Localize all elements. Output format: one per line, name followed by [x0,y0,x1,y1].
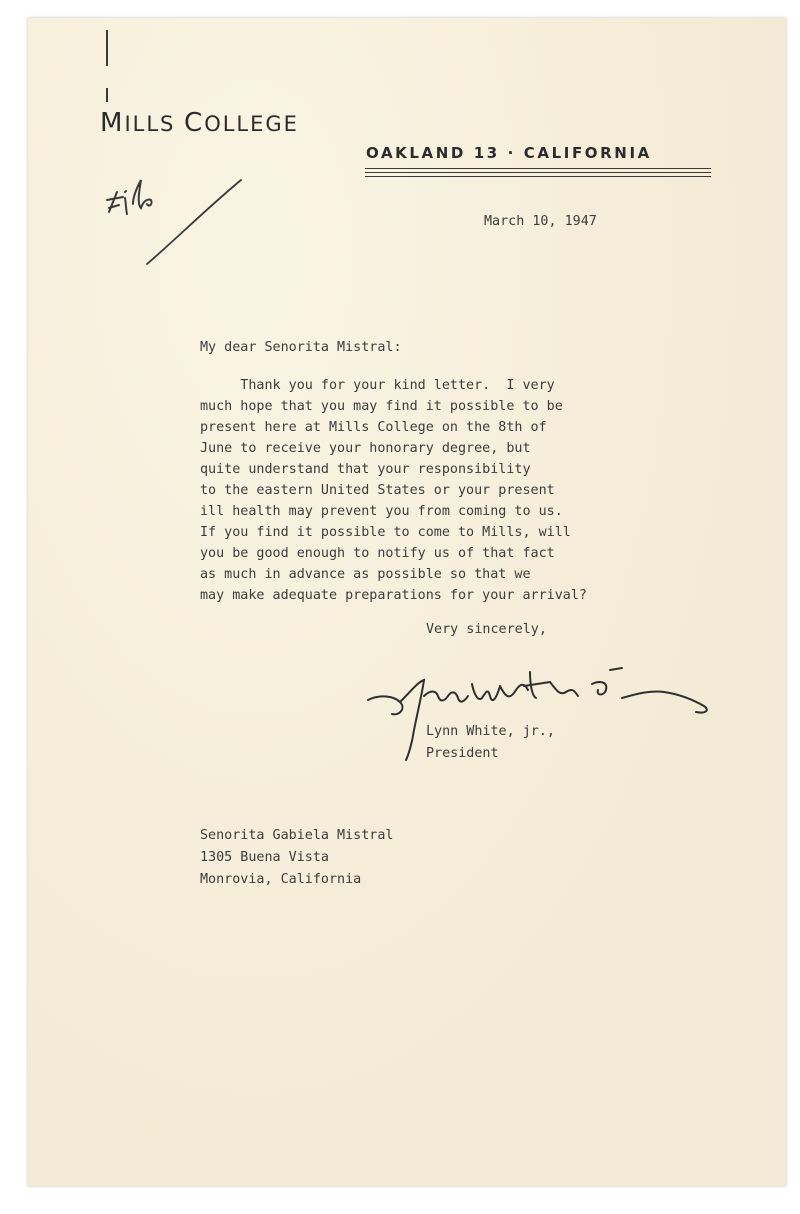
body-line: Thank you for your kind letter. I very [200,378,555,393]
body-line: may make adequate preparations for your arrival? [200,588,587,603]
body-line: June to receive your honorary degree, but [200,441,531,456]
college-name-part-1: ILLS [124,112,185,136]
address-line: 1305 Buena Vista [200,850,329,865]
address-line: Monrovia, California [200,872,362,887]
file-handwritten-note [95,170,255,270]
letter-date: March 10, 1947 [484,214,597,229]
body-line: to the eastern United States or your present [200,483,555,498]
city-line: OAKLAND 13 · CALIFORNIA [366,144,652,162]
rule-line [365,168,711,169]
body-line: much hope that you may find it possible to be [200,399,563,414]
margin-mark [106,30,108,66]
salutation: My dear Senorita Mistral: [200,340,402,355]
rule-line [365,172,711,173]
body-line: ill health may prevent you from coming to us. [200,504,563,519]
margin-mark-small [106,88,108,102]
college-name-part-2: OLLEGE [204,112,299,136]
college-name-initial-m: M [100,108,125,138]
signer-title: President [426,746,499,761]
body-line: present here at Mills College on the 8th of [200,420,547,435]
letterhead-rules [365,168,711,180]
body-line: you be good enough to notify us of that fact [200,546,555,561]
signer-name: Lynn White, jr., [426,724,555,739]
body-line: If you find it possible to come to Mills, will [200,525,571,540]
college-name [100,108,299,138]
body-line: quite understand that your responsibility [200,462,531,477]
rule-line [365,176,711,177]
handwritten-signature [360,660,720,770]
closing: Very sincerely, [426,622,547,637]
address-line: Senorita Gabiela Mistral [200,828,394,843]
body-line: as much in advance as possible so that we [200,567,531,582]
college-name-initial-c: C [184,108,205,138]
